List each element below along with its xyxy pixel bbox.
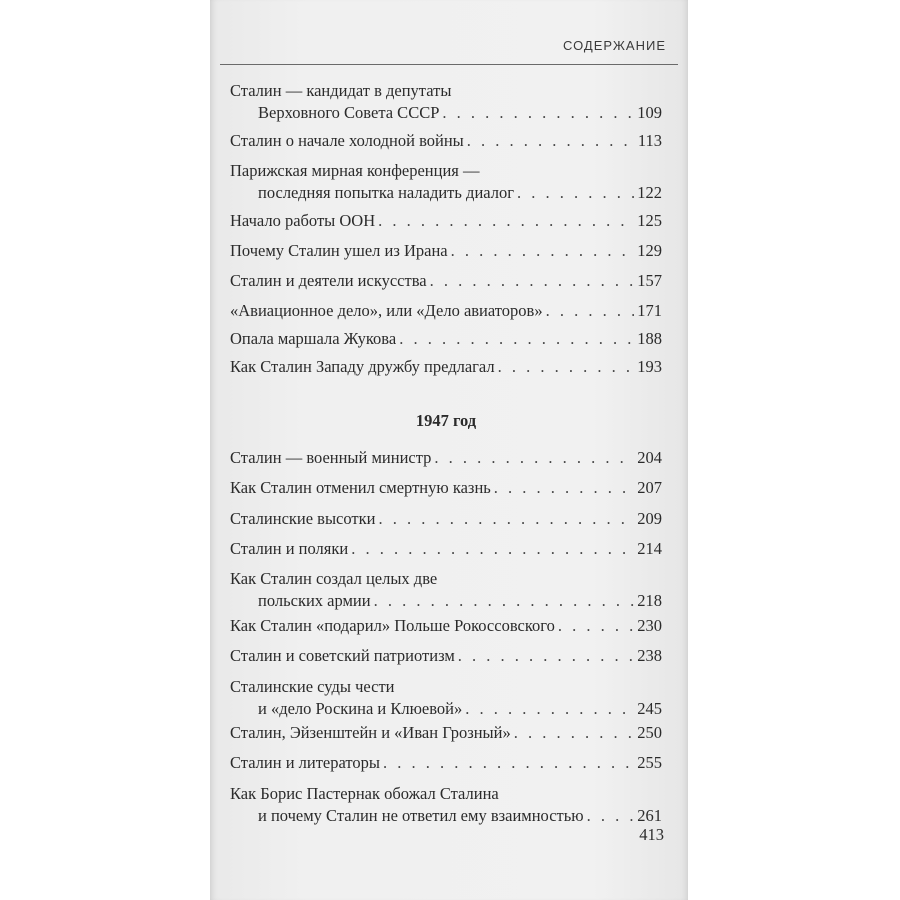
leader-dots [514, 722, 635, 744]
toc-page-number: 214 [637, 539, 662, 558]
toc-entry [230, 645, 662, 667]
toc-entry-title-cont: последняя попытка наладить диалог [258, 183, 514, 202]
toc-entry [230, 210, 662, 232]
toc-page-number: 238 [637, 646, 662, 665]
toc-entry-title-cont: и почему Сталин не ответил ему взаимностью [258, 806, 584, 825]
header-rule [220, 64, 678, 65]
leader-dots [517, 182, 634, 204]
leader-dots [383, 752, 634, 774]
toc-entry-title: Как Сталин отменил смертную казнь [230, 478, 491, 497]
toc-entry [230, 752, 662, 774]
toc-page-number: 129 [637, 241, 662, 260]
leader-dots [465, 698, 634, 720]
toc-page-number: 157 [637, 271, 662, 290]
toc-entry [230, 130, 662, 152]
toc-entry [230, 615, 662, 637]
toc-entry [230, 160, 662, 204]
leader-dots [494, 477, 634, 499]
toc-entry [230, 508, 662, 530]
leader-dots [498, 356, 635, 378]
toc-entry-title: Опала маршала Жукова [230, 329, 397, 348]
toc-entry-title: «Авиационное дело», или «Дело авиаторов» [230, 301, 543, 320]
leader-dots [467, 130, 635, 152]
toc-entry-title-cont: и «дело Роскина и Клюевой» [258, 699, 463, 718]
toc-page-number: 204 [637, 448, 662, 467]
page-number: 413 [639, 825, 664, 844]
toc-entry-title: Сталин — военный министр [230, 448, 432, 467]
toc-entry [230, 722, 662, 744]
leader-dots [451, 240, 635, 262]
toc-entry-title-cont: Верховного Совета СССР [258, 103, 440, 122]
toc-entry-title: Как Сталин Западу дружбу предлагал [230, 357, 495, 376]
toc-page-number: 250 [637, 723, 662, 742]
toc-entry-title: Сталинские суды чести [230, 677, 395, 696]
toc-entry [230, 356, 662, 378]
toc-entry-title: Сталин — кандидат в депутаты [230, 81, 452, 100]
leader-dots [558, 615, 634, 637]
toc-entry-title: Сталин, Эйзенштейн и «Иван Грозный» [230, 723, 511, 742]
toc-page-number: 188 [637, 329, 662, 348]
leader-dots [374, 590, 635, 612]
toc-entry-title: Почему Сталин ушел из Ирана [230, 241, 448, 260]
toc-entry-title: Как Борис Пастернак обожал Сталина [230, 784, 499, 803]
toc-entry-title: Парижская мирная конференция — [230, 161, 480, 180]
toc-entry-title-cont: польских армии [258, 591, 371, 610]
toc-page-number: 230 [637, 616, 662, 635]
toc-entry [230, 240, 662, 262]
running-header: СОДЕРЖАНИЕ [562, 38, 666, 53]
toc-page-number: 171 [637, 301, 662, 320]
leader-dots [587, 805, 635, 827]
toc-entry-title: Сталин о начале холодной войны [230, 131, 464, 150]
toc-entry-title: Начало работы ООН [230, 211, 376, 230]
section-heading: 1947 год [415, 411, 477, 430]
toc-entry [230, 783, 662, 827]
toc-page-number: 109 [637, 103, 662, 122]
toc-entry-title: Сталин и деятели искусства [230, 271, 427, 290]
toc-entry-title: Сталин и советский патриотизм [230, 646, 455, 665]
leader-dots [378, 508, 634, 530]
leader-dots [546, 300, 635, 322]
toc-entry-title: Сталин и поляки [230, 539, 349, 558]
book-page [210, 0, 688, 900]
toc-entry [230, 328, 662, 350]
leader-dots [442, 102, 634, 124]
toc-entry [230, 270, 662, 292]
toc-page-number: 245 [637, 699, 662, 718]
toc-page-number: 218 [637, 591, 662, 610]
toc-entry [230, 538, 662, 560]
toc-entry [230, 447, 662, 469]
toc-page-number: 207 [637, 478, 662, 497]
toc-page-number: 209 [637, 509, 662, 528]
toc-entry [230, 80, 662, 124]
toc-entry-title: Сталин и литераторы [230, 753, 380, 772]
toc-page-number: 122 [637, 183, 662, 202]
toc-entry-title: Как Сталин «подарил» Польше Рокоссовского [230, 616, 555, 635]
toc-entry [230, 568, 662, 612]
toc-page-number: 125 [637, 211, 662, 230]
toc-entry [230, 300, 662, 322]
toc-page-number: 261 [637, 806, 662, 825]
leader-dots [434, 447, 634, 469]
leader-dots [351, 538, 634, 560]
leader-dots [399, 328, 634, 350]
toc-page-number: 113 [637, 131, 662, 150]
toc-entry [230, 477, 662, 499]
toc-page-number: 255 [637, 753, 662, 772]
leader-dots [458, 645, 634, 667]
toc-page-number: 193 [637, 357, 662, 376]
leader-dots [430, 270, 635, 292]
toc-entry-title: Как Сталин создал целых две [230, 569, 438, 588]
toc-entry [230, 676, 662, 720]
leader-dots [378, 210, 634, 232]
toc-entry-title: Сталинские высотки [230, 509, 376, 528]
